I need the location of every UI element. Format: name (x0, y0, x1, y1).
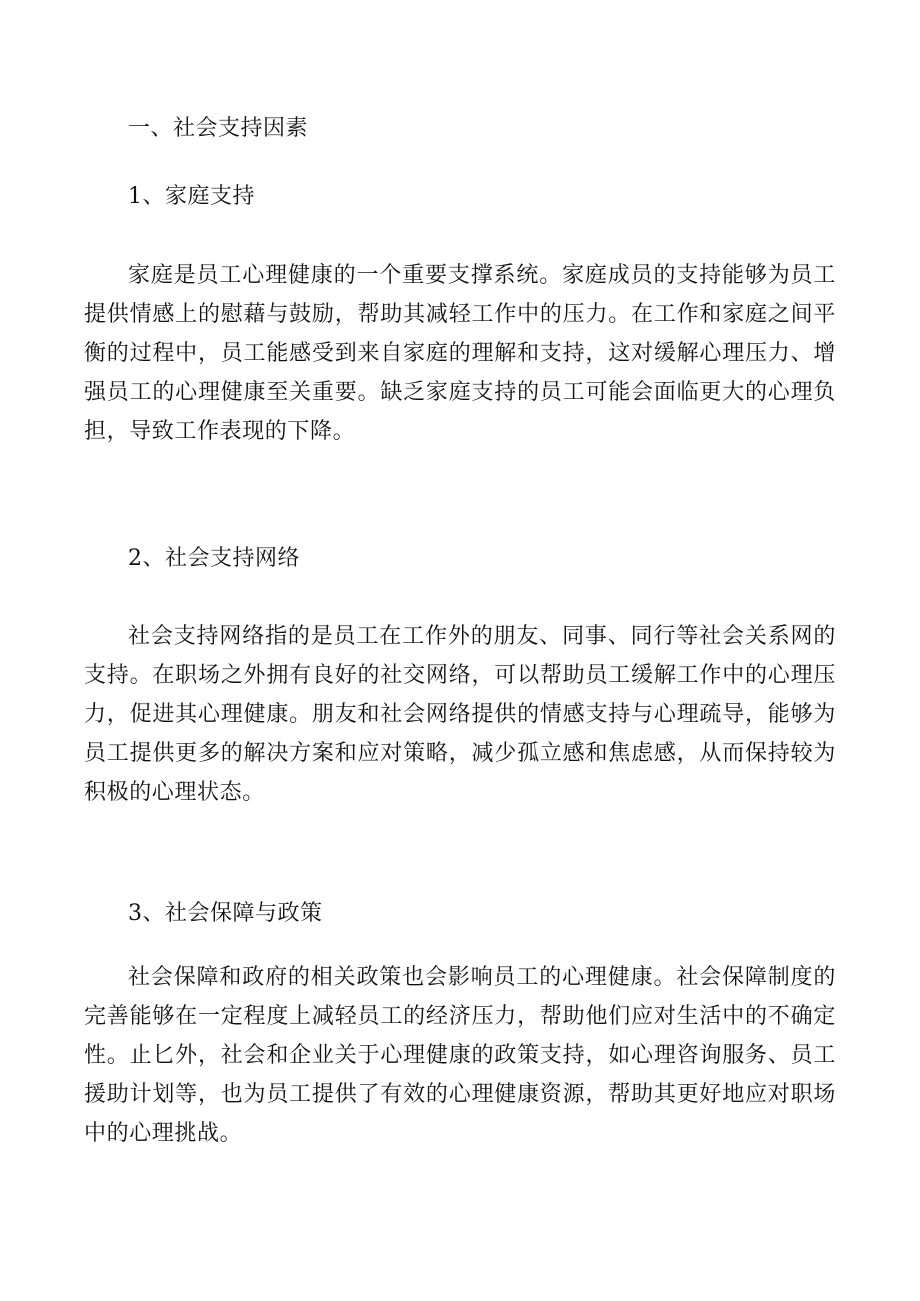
paragraph-social-network: 社会支持网络指的是员工在工作外的朋友、同事、同行等社会关系网的支持。在职场之外拥有良好的社交网络，可以帮助员工缓解工作中的心理压力，促进其心理健康。朋友和社会网络提供的情感支持与心理疏导，能够为员工提供更多的解决方案和应对策略，减少孤立感和焦虑感，从而保持较为积极的心理状态。 (84, 624, 836, 805)
subsection-heading-family-support: 1、家庭支持 (128, 184, 255, 209)
paragraph-family-support: 家庭是员工心理健康的一个重要支撑系统。家庭成员的支持能够为员工提供情感上的慰藉与鼓励，帮助其减轻工作中的压力。在工作和家庭之间平衡的过程中，员工能感受到来自家庭的理解和支持，这对缓解心理压力、增强员工的心理健康至关重要。缺乏家庭支持的员工可能会面临更大的心理负担，导致工作表现的下降。 (84, 263, 836, 444)
section-title: 一、社会支持因素 (128, 116, 309, 141)
subsection-heading-social-security: 3、社会保障与政策 (128, 901, 323, 926)
subsection-heading-social-network: 2、社会支持网络 (128, 546, 300, 571)
paragraph-social-security: 社会保障和政府的相关政策也会影响员工的心理健康。社会保障制度的完善能够在一定程度上减轻员工的经济压力，帮助他们应对生活中的不确定性。止匕外，社会和企业关于心理健康的政策支持，如心理咨询服务、员工援助计划等，也为员工提供了有效的心理健康资源，帮助其更好地应对职场中的心理挑战。 (84, 965, 836, 1146)
